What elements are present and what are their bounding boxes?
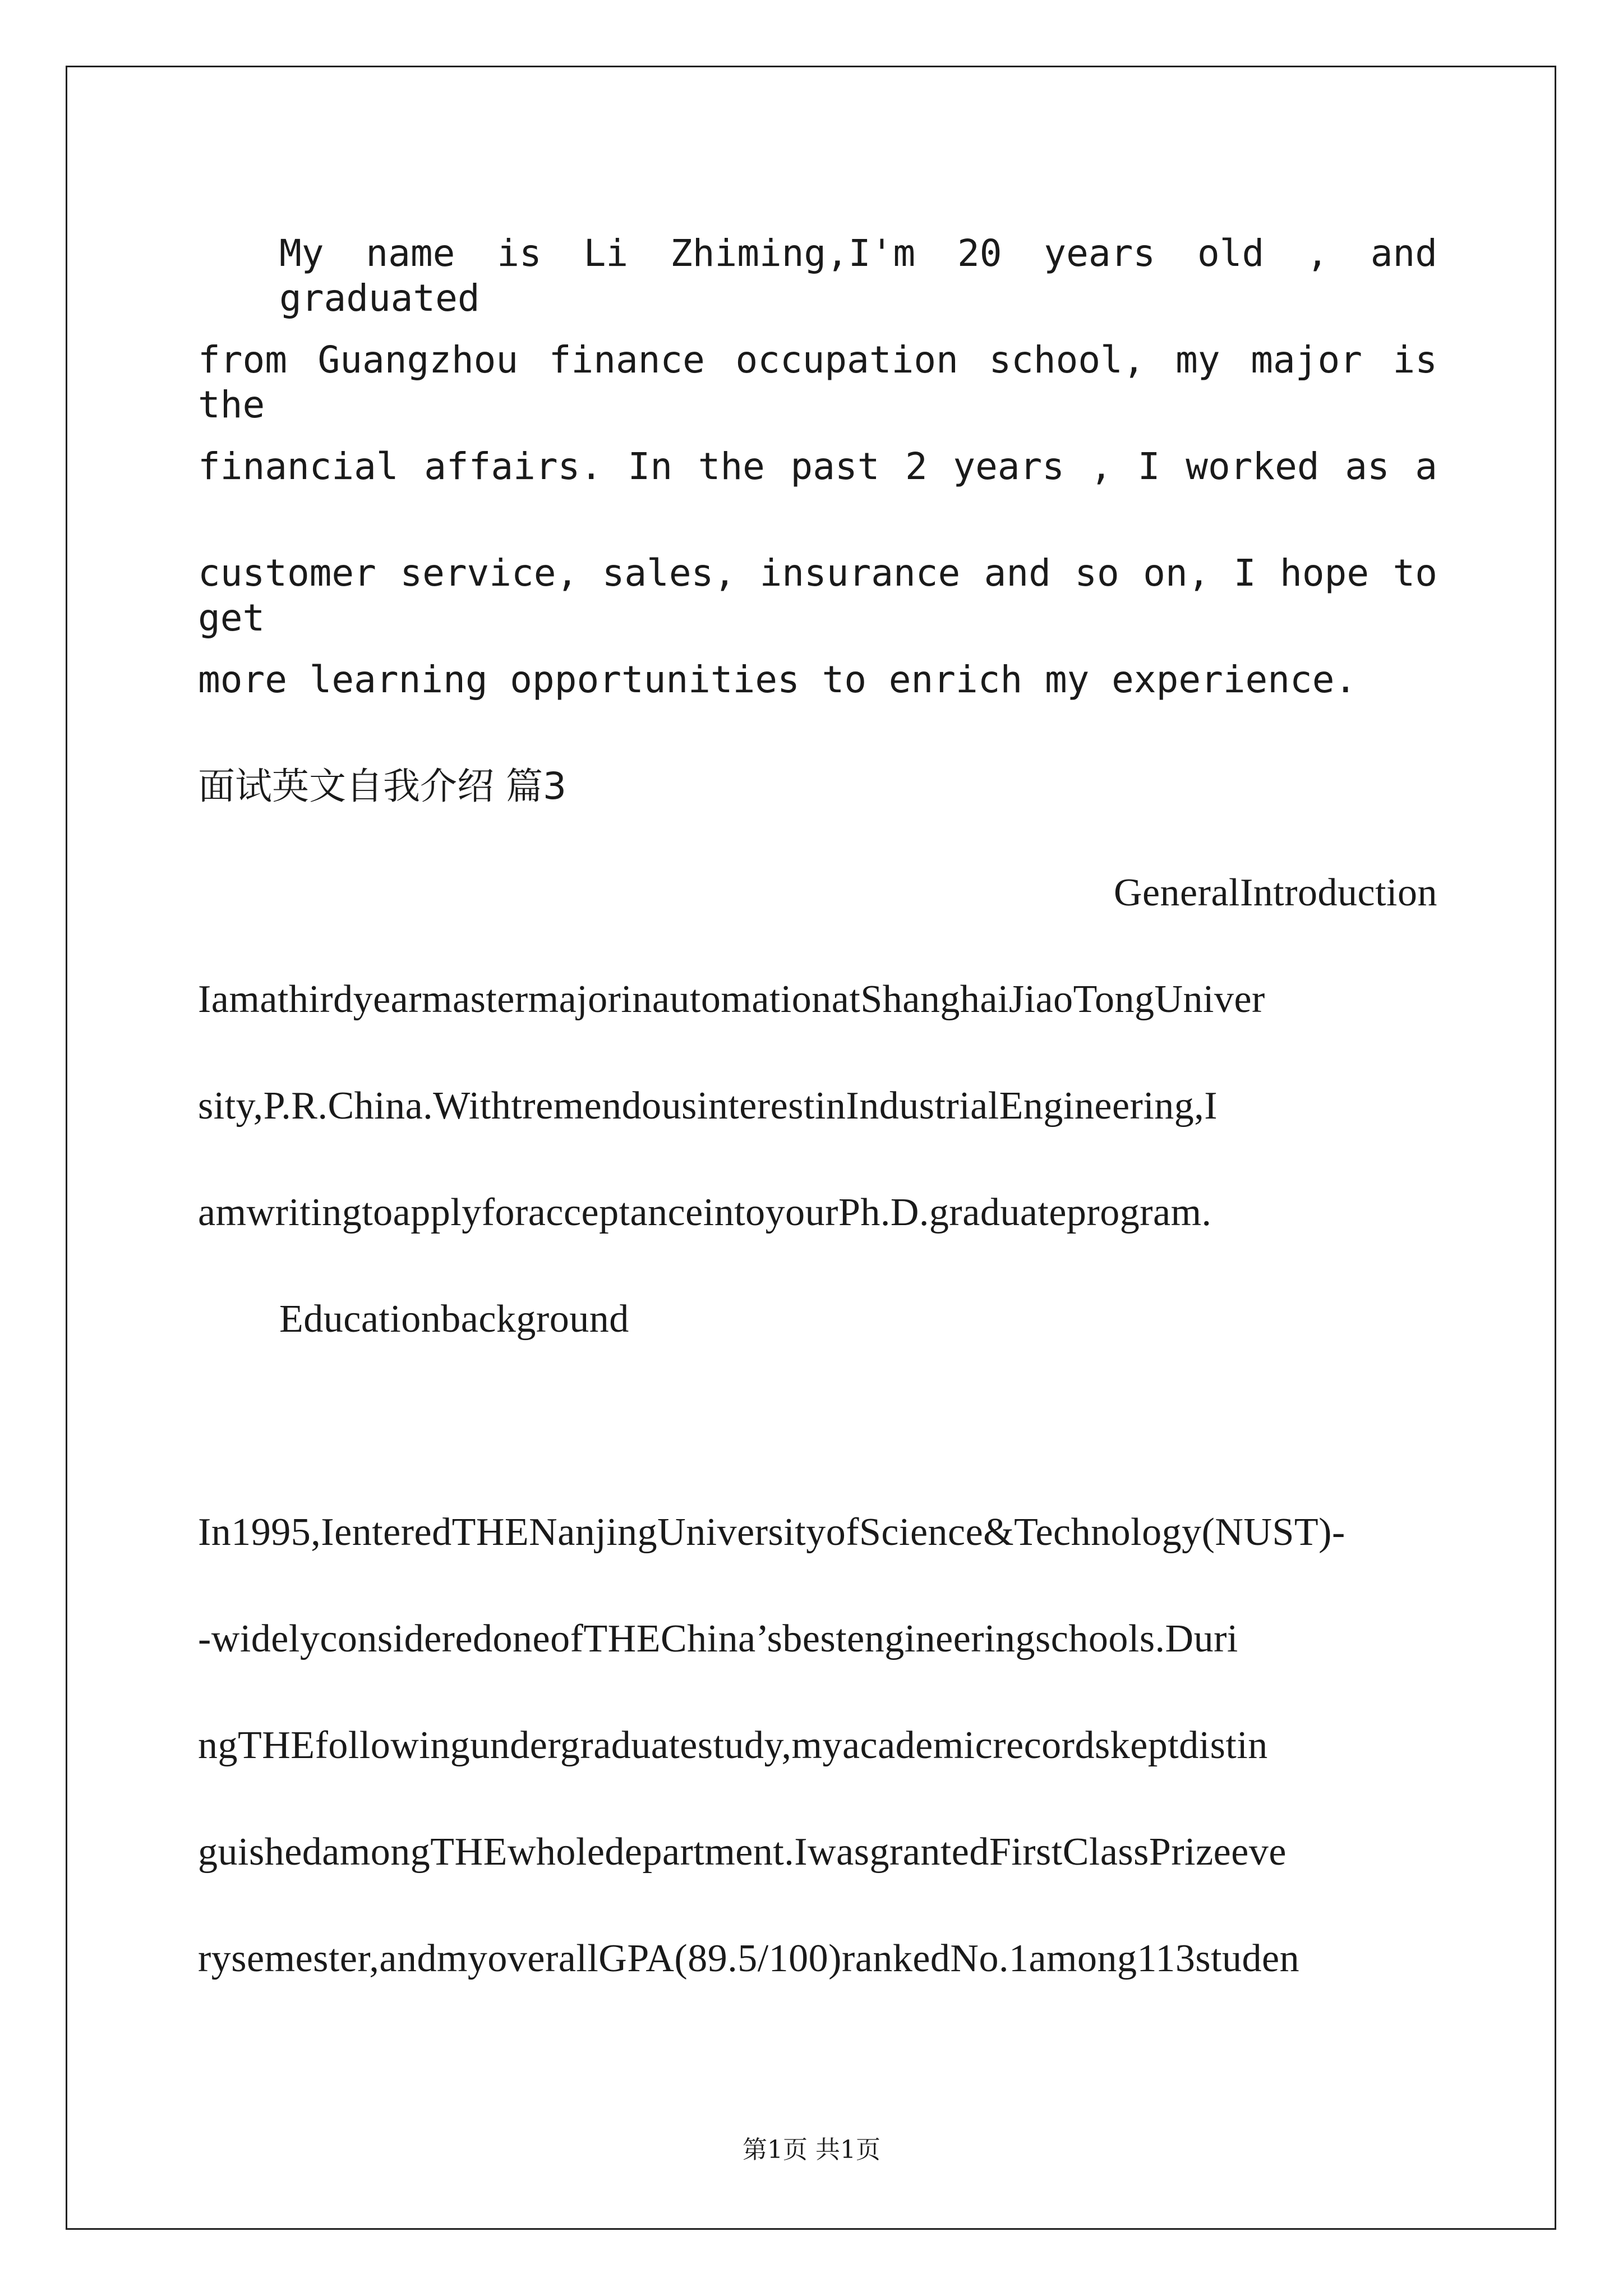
paragraph-1-line-2: from Guangzhou finance occupation school, my major is the (198, 338, 1437, 426)
page-number-footer: 第1页 共1页 (743, 2136, 880, 2164)
paragraph-1-line-5: more learning opportunities to enrich my experience. (198, 658, 1357, 701)
paragraph-2-line-2: sity,P.R.China.WithtremendousinterestinIndustrialEngineering,I (198, 1084, 1218, 1128)
paragraph-3-line-1: In1995,IenteredTHENanjingUniversityofScience&Technology(NUST)- (198, 1511, 1345, 1554)
paragraph-1-line-3: financial affairs. In the past 2 years , I worked as a (198, 445, 1437, 488)
paragraph-1-line-4: customer service, sales, insurance and so on, I hope to get (198, 551, 1437, 639)
paragraph-3-line-3: ngTHEfollowingundergraduatestudy,myacademicrecordskeptdistin (198, 1724, 1268, 1767)
paragraph-3-line-4: guishedamongTHEwholedepartment.IwasgrantedFirstClassPrizeeve (198, 1830, 1287, 1874)
paragraph-3-line-2: -widelyconsideredoneofTHEChina’sbestengineeringschools.Duri (198, 1617, 1238, 1660)
paragraph-3-line-5: rysemester,andmyoverallGPA(89.5/100)rankedNo.1among113studen (198, 1937, 1300, 1980)
section-heading: 面试英文自我介绍 篇3 (198, 765, 566, 808)
education-background-title: Educationbackground (279, 1297, 629, 1341)
paragraph-1-line-1: My name is Li Zhiming,I'm 20 years old , and graduated (279, 232, 1437, 320)
general-introduction-title: GeneralIntroduction (1113, 871, 1437, 914)
paragraph-2-line-3: amwritingtoapplyforacceptanceintoyourPh.D.graduateprogram. (198, 1191, 1212, 1234)
paragraph-2-line-1: IamathirdyearmastermajorinautomationatShanghaiJiaoTongUniver (198, 978, 1265, 1021)
